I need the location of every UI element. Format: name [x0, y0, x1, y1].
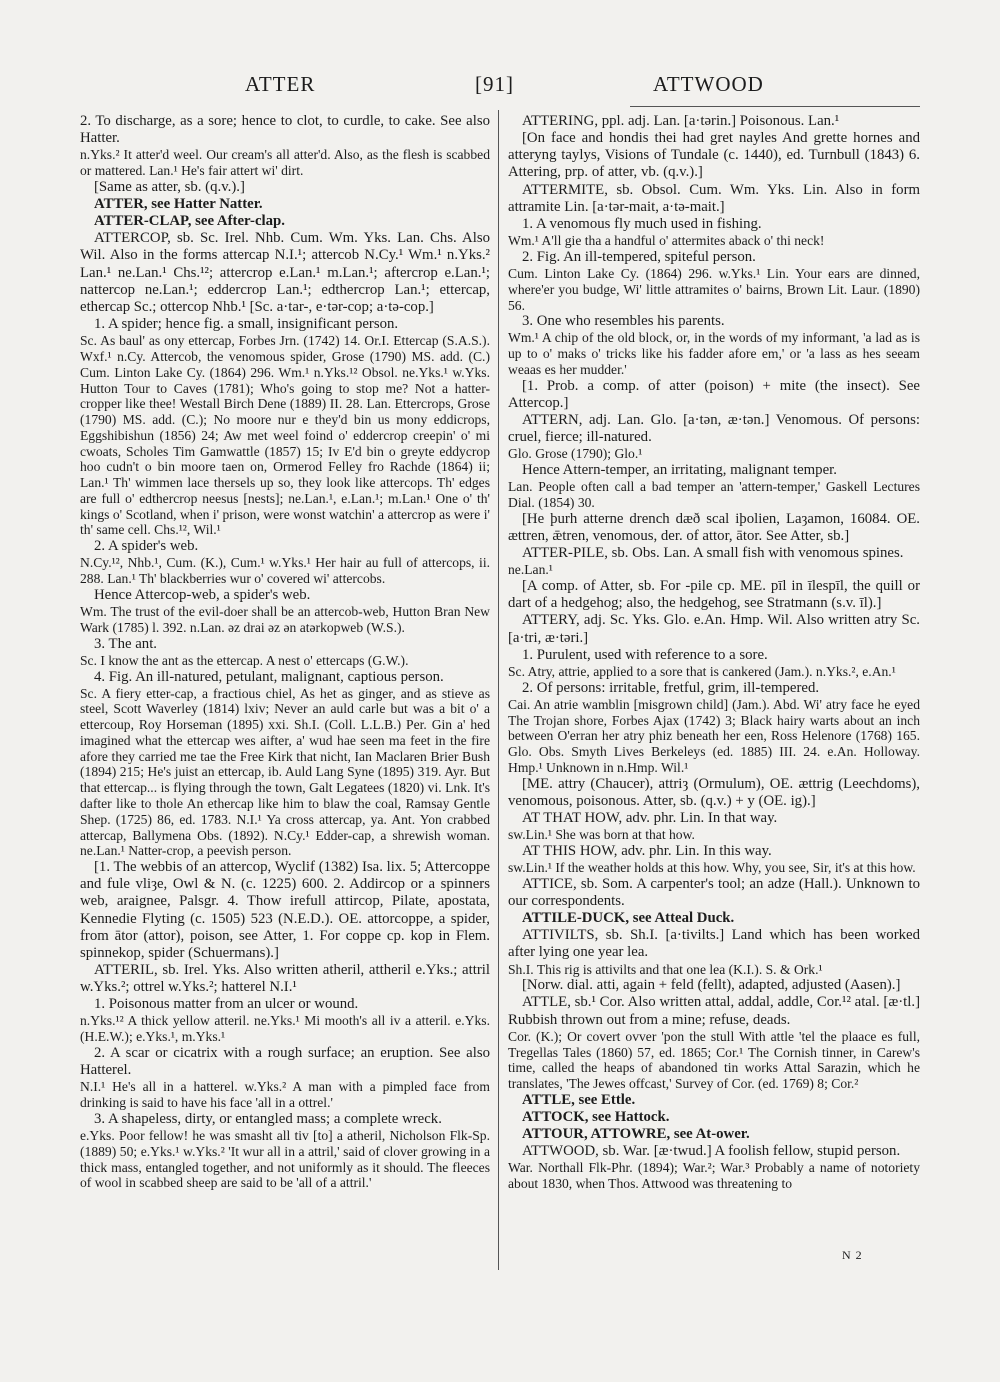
dictionary-paragraph: Cor. (K.); Or covert ovver 'pon the stull With attle 'tel the plaace es full, Tregellas Tales (1860) 57, ed. 1865; Cor.¹ The Cornish tinner, in Carew's time, called the heaps of abandoned tin works Attal Sarazin, which he translates, 'The Jewes offcast,' Survey of Cor. (ed. 1769) 8; Cor.²	[508, 1028, 920, 1092]
dictionary-paragraph: 2. A scar or cicatrix with a rough surface; an eruption. See also Hatterel.	[80, 1045, 490, 1079]
dictionary-paragraph: AT THAT HOW, adv. phr. Lin. In that way.	[522, 809, 778, 826]
dictionary-paragraph: Glo. Grose (1790); Glo.¹	[508, 446, 643, 462]
header-rule	[630, 106, 920, 107]
page-header	[80, 72, 920, 100]
dictionary-paragraph: Lan. People often call a bad temper an 'attern-temper,' Gaskell Lectures Dial. (1854) 30.	[508, 479, 920, 511]
header-first-headword: ATTER	[245, 72, 316, 96]
dictionary-paragraph: 3. The ant.	[94, 635, 158, 652]
dictionary-paragraph: 2. Of persons: irritable, fretful, grim, ill-tempered.	[522, 679, 820, 696]
dictionary-paragraph: ATTERN, adj. Lan. Glo. [a·tən, æ·tən.] Venomous. Of persons: cruel, fierce; ill-natured.	[508, 412, 920, 446]
dictionary-paragraph: N.Cy.¹², Nhb.¹, Cum. (K.), Cum.¹ w.Yks.¹ Her hair au full of attercops, ii. 288. Lan.¹ Th' blackberries wur o' covered wi' attercobs.	[80, 555, 490, 587]
dictionary-paragraph: ATTWOOD, sb. War. [æ·twud.] A foolish fellow, stupid person.	[522, 1143, 901, 1160]
dictionary-paragraph: [On face and hondis thei had gret nayles And grette hornes and atteryng taylys, Visions of Tundale (c. 1440), ed. Turnbull (1843) 6. Attering, prp. of atter, vb. (q.v.).]	[508, 130, 920, 181]
dictionary-paragraph: 1. Poisonous matter from an ulcer or wound.	[94, 996, 359, 1013]
dictionary-paragraph: sw.Lin.¹ She was born at that how.	[508, 827, 695, 843]
dictionary-paragraph: Wm.¹ A chip of the old block, or, in the words of my informant, 'a lad as is up to o' maks o' tricks like his fadder afore em,' or 'a lass as hes seeam weaas es her mudder.'	[508, 330, 920, 377]
dictionary-paragraph: ATTLE, see Ettle.	[522, 1091, 636, 1108]
dictionary-paragraph: ne.Lan.¹	[508, 562, 553, 578]
dictionary-paragraph: 1. A spider; hence fig. a small, insignificant person.	[94, 316, 399, 333]
dictionary-paragraph: n.Yks.¹² A thick yellow atteril. ne.Yks.¹ Mi mooth's all iv a atteril. e.Yks. (H.E.W.); e.Yks.¹, m.Yks.¹	[80, 1013, 490, 1045]
dictionary-paragraph: 2. A spider's web.	[94, 538, 199, 555]
dictionary-paragraph: N.I.¹ He's all in a hatterel. w.Yks.² A man with a pimpled face from drinking is said to have his face 'all in a ottrel.'	[80, 1079, 490, 1111]
column-divider	[498, 110, 499, 1270]
dictionary-paragraph: ATTOCK, see Hattock.	[522, 1109, 670, 1125]
dictionary-paragraph: 4. Fig. An ill-natured, petulant, malignant, captious person.	[94, 668, 444, 685]
dictionary-paragraph: Sc. Atry, attrie, applied to a sore that is cankered (Jam.). n.Yks.², e.An.¹	[508, 663, 896, 679]
right-column	[508, 113, 920, 1273]
dictionary-paragraph: Sc. A fiery etter-cap, a fractious chiel, As het as ginger, and as stieve as steel, Scott Waverley (1814) lxiv; Never an auld carle but was a bit o' a ettercoup, Roy Horseman (1895) xxi. Sh.I. (Coll. L.L.B.) Per. Gin a' hed imagined what the ettercap wes aifter, a' wud hae seen ma feet in the fire afore they carried me tae the Free Kirk that nicht, Ian Maclaren Brier Bush (1894) 215; He's juist an ettercap, ib. Auld Lang Syne (1895) 319. Ayr. But that ettercap... is flying through the town, Galt Legatees (1820) vi. Lnk. It's dafter like to thole An ethercap like him to blaw the coal, Ramsay Gentle Shep. (1725) 86, ed. 1783. N.I.¹ Ya cross attercap, ya. Ant. Yon crabbed attercap, Ballymena Obs. (1892). N.Cy.¹ Edder-cap, a shrewish woman. ne.Lan.¹ Natter-crop, a peevish person.	[80, 685, 490, 859]
dictionary-paragraph: [He þurh atterne drench dæð scal iþolien, Laȝamon, 16084. OE. ættren, ǣtren, venomous, der. of attor, ātor. See Atter, sb.]	[508, 510, 920, 544]
dictionary-paragraph: [A comp. of Atter, sb. For -pile cp. ME. pīl in īlespīl, the quill or dart of a hedgehog; also, the hedgehog, see Stratmann (s.v. īl).]	[508, 578, 920, 612]
dictionary-paragraph: 3. One who resembles his parents.	[522, 313, 725, 330]
signature-mark: N 2	[842, 1248, 863, 1262]
dictionary-paragraph: sw.Lin.¹ If the weather holds at this how. Why, you see, Sir, it's at this how.	[508, 860, 916, 875]
dictionary-paragraph: [ME. attry (Chaucer), attriȝ (Ormulum), OE. ættrig (Leechdoms), venomous, poisonous. Atter, sb. (q.v.) + y (OE. ig).]	[508, 775, 920, 809]
dictionary-paragraph: Wm.¹ A'll gie tha a handful o' attermites aback o' thi neck!	[508, 233, 825, 249]
dictionary-paragraph: Sh.I. This rig is attivilts and that one lea (K.I.). S. & Ork.¹	[508, 961, 823, 977]
left-column	[80, 113, 490, 1263]
dictionary-paragraph: 1. Purulent, used with reference to a sore.	[522, 646, 768, 663]
dictionary-paragraph: Sc. I know the ant as the ettercap. A nest o' ettercaps (G.W.).	[80, 652, 409, 668]
dictionary-paragraph: Hence Attercop-web, a spider's web.	[94, 586, 311, 603]
dictionary-paragraph: ATTER-CLAP, see After-clap.	[94, 213, 285, 230]
dictionary-paragraph: [Norw. dial. atti, again + feld (fellt), adapted, adjusted (Aasen).]	[522, 977, 901, 994]
dictionary-paragraph: 1. A venomous fly much used in fishing.	[522, 215, 762, 232]
dictionary-paragraph: ATTERIL, sb. Irel. Yks. Also written atheril, attheril e.Yks.; attril w.Yks.²; ottrel w.Yks.²; hatterel N.I.¹	[80, 962, 490, 996]
dictionary-paragraph: ATTERCOP, sb. Sc. Irel. Nhb. Cum. Wm. Yks. Lan. Chs. Also Wil. Also in the forms attercap N.I.¹; attercob N.Cy.¹ Wm.¹ n.Yks.² Lan.¹ ne.Lan.¹ Chs.¹²; attercrop e.Lan.¹ m.Lan.¹; aftercrop e.Lan.¹; nattercop ne.Lan.¹; eddercrop Lan.¹; edthercrop Lan.¹; ettercap, ethercap Sc.; ottercop Nhb.¹ [Sc. a·tar-, e·tər-cop; a·tə-cop.]	[80, 230, 490, 315]
dictionary-paragraph: 2. Fig. An ill-tempered, spiteful person.	[522, 248, 756, 265]
dictionary-paragraph: 3. A shapeless, dirty, or entangled mass; a complete wreck.	[94, 1110, 442, 1127]
dictionary-paragraph: Cai. An atrie wamblin [misgrown child] (Jam.). Abd. Wi' atry face he eyed The Trojan shore, Forbes Ajax (1742) 3; Black hairy warts about an inch between O'erran her atry phiz beneath her een, Ross Helenore (1768) 165. Glo. Obs. Smyth Lives Berkeleys (ed. 1885) III. 24. e.An. Holloway. Hmp.¹ Unknown in n.Hmp. Wil.¹	[508, 696, 920, 775]
dictionary-paragraph: Sc. As baul' as ony ettercap, Forbes Jrn. (1742) 14. Or.I. Ettercap (S.A.S.). Wxf.¹ n.Cy. Attercob, the venomous spider, Grose (1790) MS. add. (C.) Cum. Linton Lake Cy. (1864) 296. Wm.¹ n.Yks.¹² Obsol. ne.Yks.¹ w.Yks. Hutton Tour to Caves (1781); Who's going to stop me? Not a hatter-cropper like thee! Westall Birch Dene (1889) II. 28. Lan. Ettercrops, Grose (1790) MS. add. (C.); No moore nur e they'd bin us mony eddicrops, Eggshibishun (1856) 24; Aw met weel foind o' eddercrop creepin' o' mi cwoats, Scholes Tim Gamwattle (1857) 15; Iv E'd bin o greyte eddycrop hoo cudn't o bin moore taen on, Ormerod Felley fro Rachde (1864) ii; Lan.¹ Th' wimmen lace thersels up so, they look like attercops. Th' edges are full o' edthercrop neesus [nests]; ne.Lan.¹, e.Lan.¹; m.Lan.¹ One o' th' kings o' Scotland, when i' prison, were wonst watchin' a attercrop as were i' th' same cell. Chs.¹², Wil.¹	[80, 333, 490, 538]
dictionary-paragraph: Hence Attern-temper, an irritating, malignant temper.	[522, 462, 837, 479]
dictionary-paragraph: ATTICE, sb. Som. A carpenter's tool; an adze (Hall.). Unknown to our correspondents.	[508, 875, 920, 909]
dictionary-paragraph: ATTER-PILE, sb. Obs. Lan. A small fish with venomous spines.	[522, 545, 904, 562]
dictionary-paragraph: ATTER, see Hatter Natter.	[94, 196, 263, 212]
dictionary-paragraph: 2. To discharge, as a sore; hence to clot, to curdle, to cake. See also Hatter.	[80, 113, 490, 147]
dictionary-paragraph: Cum. Linton Lake Cy. (1864) 296. w.Yks.¹ Lin. Your ears are dinned, where'er you budge, Wi' little attramites o' bairns, Brown Lit. Laur. (1890) 56.	[508, 266, 920, 313]
dictionary-paragraph: ATTLE, sb.¹ Cor. Also written attal, addal, addle, Cor.¹² atal. [æ·tl.] Rubbish thrown out from a mine; refuse, deads.	[508, 994, 920, 1028]
dictionary-paragraph: e.Yks. Poor fellow! he was smasht all tiv [to] a atheril, Nicholson Flk-Sp. (1889) 50; e.Yks.¹ w.Yks.² 'It wur all in a attril,' said of clover growing in a thick mass, entangled together, and not uniformly as it should. The fleeces of wool in scabbed sheep are said to be 'all of a attril.'	[80, 1128, 490, 1191]
dictionary-paragraph: ATTERMITE, sb. Obsol. Cum. Wm. Yks. Lin. Also in form attramite Lin. [a·tər-mait, a·tə-mait.]	[508, 181, 920, 215]
dictionary-paragraph: ATTOUR, ATTOWRE, see At-ower.	[522, 1126, 750, 1143]
header-last-headword: ATTWOOD	[653, 72, 764, 96]
dictionary-paragraph: [Same as atter, sb. (q.v.).]	[94, 178, 245, 195]
dictionary-paragraph: [1. The webbis of an attercop, Wyclif (1382) Isa. lix. 5; Attercoppe and fule vliȝe, Owl & N. (c. 1225) 600. 2. Addircop or a spinners web, araignee, Palsgr. 4. Thow irefull attircop, Pilate, apostata, Kennedie Flyting (c. 1505) 523 (N.E.D.). OE. attorcoppe, a spider, from ātor (attor), poison, see Atter, 1. For coppe cp. kop in Flem. spinnekop, spider (Schuermans).]	[80, 859, 490, 961]
dictionary-paragraph: Wm. The trust of the evil-doer shall be an attercob-web, Hutton Bran New Wark (1785) l. 392. n.Lan. əz drai əz ən atərkopweb (W.S.).	[80, 604, 490, 635]
dictionary-paragraph: War. Northall Flk-Phr. (1894); War.²; War.³ Probably a name of notoriety about 1830, when Thos. Attwood was threatening to	[508, 1160, 920, 1192]
dictionary-paragraph: n.Yks.² It atter'd weel. Our cream's all atter'd. Also, as the flesh is scabbed or mattered. Lan.¹ He's fair attert wi' dirt.	[80, 147, 490, 179]
dictionary-paragraph: [1. Prob. a comp. of atter (poison) + mite (the insect). See Attercop.]	[508, 377, 920, 411]
page-number: [91]	[475, 72, 514, 96]
dictionary-paragraph: ATTERING, ppl. adj. Lan. [a·tərin.] Poisonous. Lan.¹	[522, 113, 840, 129]
dictionary-paragraph: ATTIVILTS, sb. Sh.I. [a·tivilts.] Land which has been worked after lying one year lea.	[508, 927, 920, 961]
dictionary-paragraph: AT THIS HOW, adv. phr. Lin. In this way.	[522, 842, 772, 859]
dictionary-paragraph: ATTILE-DUCK, see Atteal Duck.	[522, 910, 735, 927]
dictionary-paragraph: ATTERY, adj. Sc. Yks. Glo. e.An. Hmp. Wil. Also written atry Sc. [a·tri, æ·təri.]	[508, 612, 920, 646]
